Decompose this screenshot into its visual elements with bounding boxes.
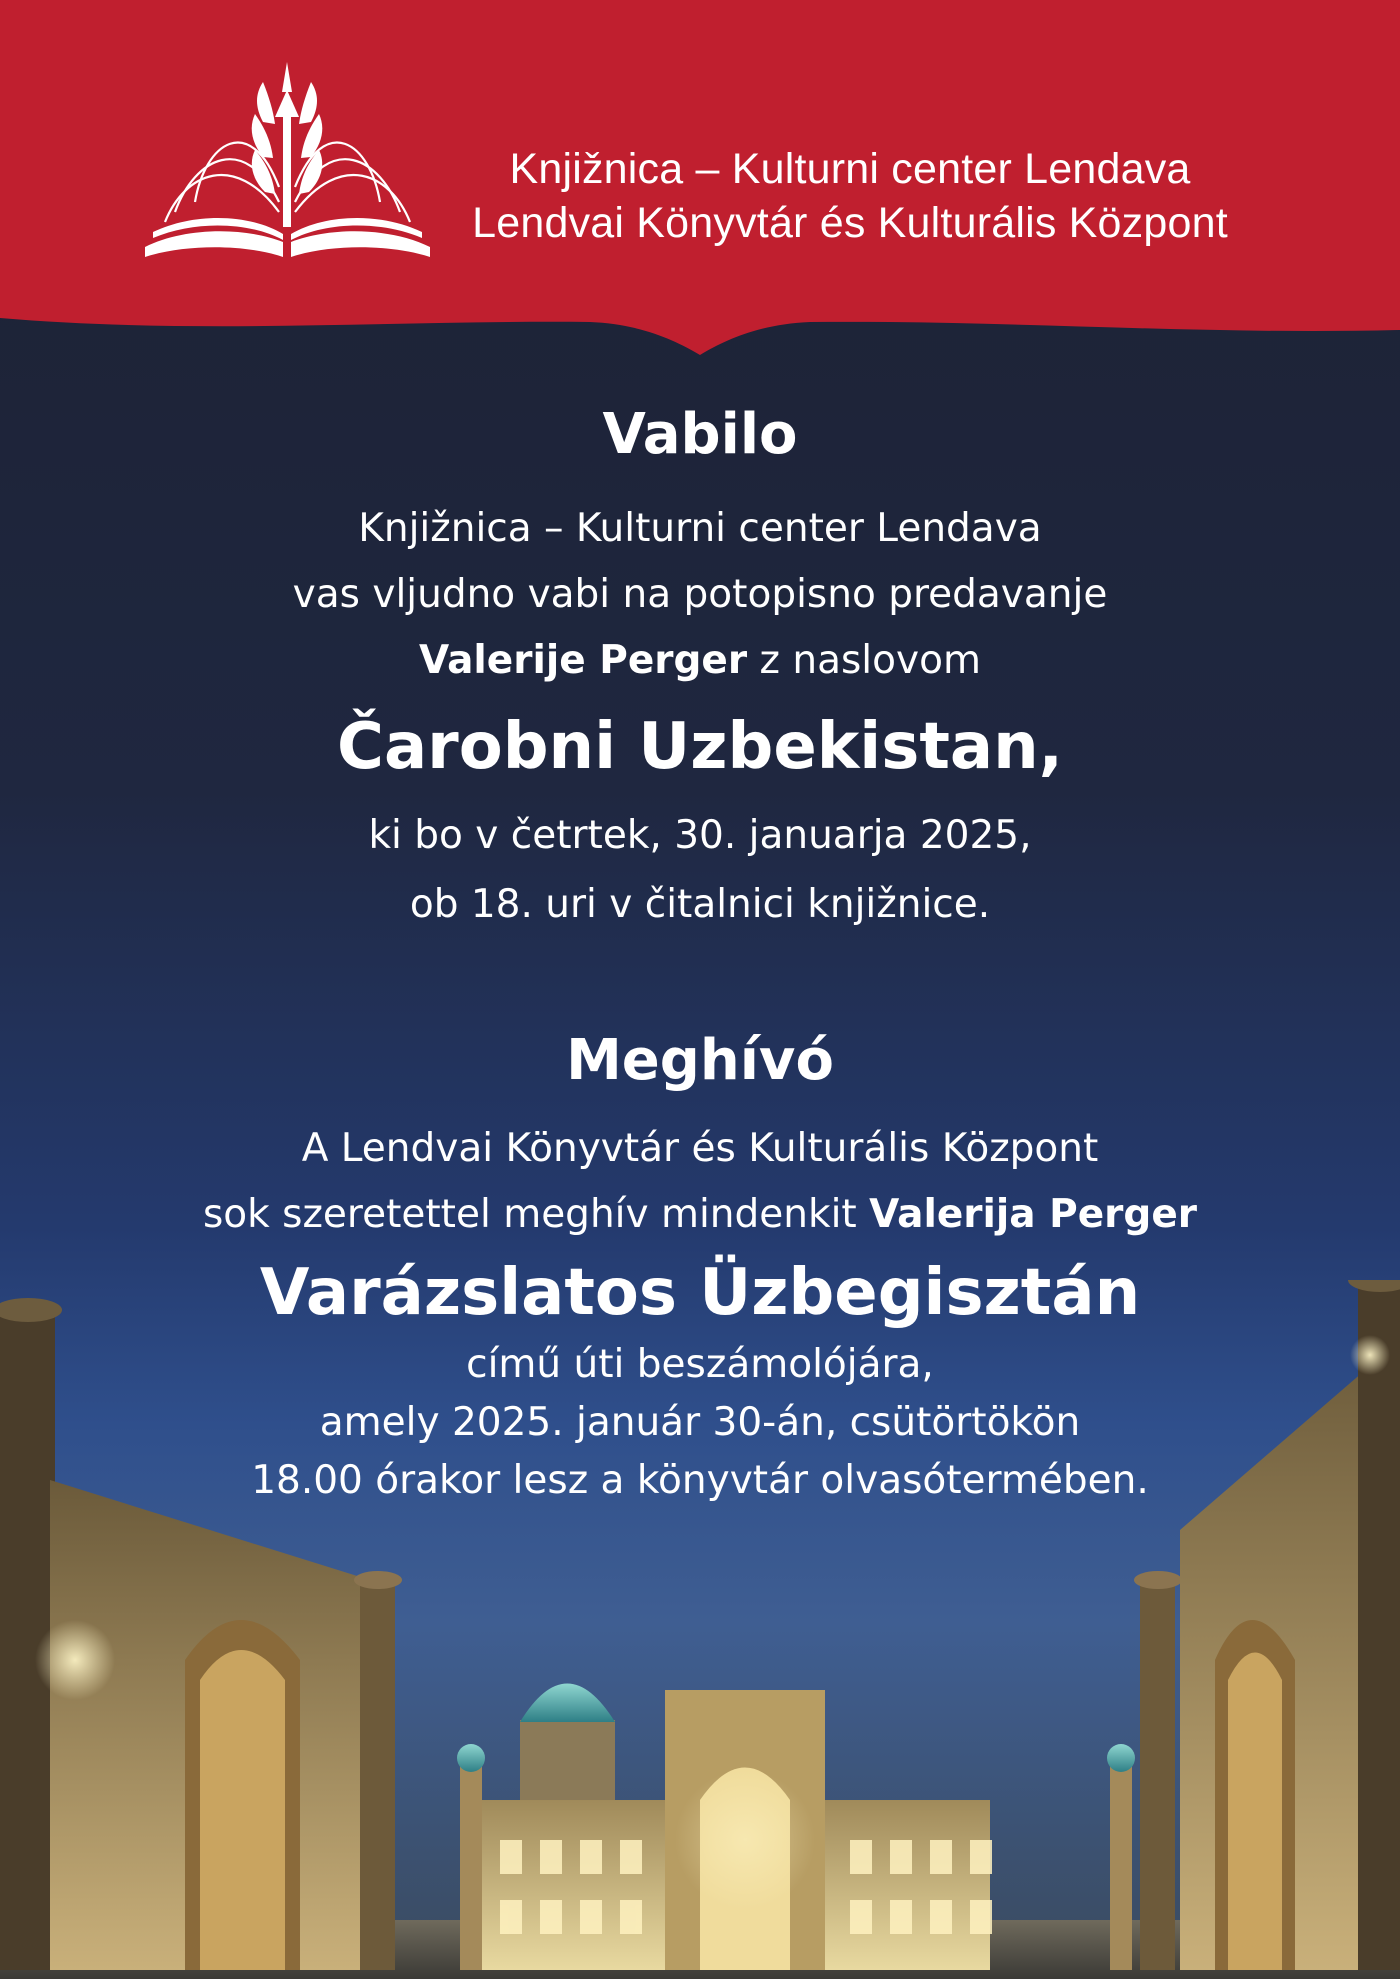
- slovenian-date-line: ki bo v četrtek, 30. januarja 2025,: [368, 813, 1032, 858]
- slovenian-speaker: Valerije Perger: [419, 638, 748, 683]
- header-line-hungarian: Lendvai Könyvtár és Kulturális Központ: [472, 199, 1228, 247]
- slovenian-title: Čarobni Uzbekistan,: [337, 710, 1063, 784]
- hungarian-line-2-start: sok szeretettel meghív mindenkit: [202, 1192, 870, 1237]
- slovenian-line-3: [0, 638, 1400, 683]
- vabilo-heading: Vabilo: [602, 402, 798, 467]
- hungarian-date-line: amely 2025. január 30-án, csütörtökön: [319, 1400, 1081, 1445]
- meghivo-heading: Meghívó: [566, 1028, 834, 1093]
- hungarian-speaker: Valerija Perger: [869, 1192, 1198, 1237]
- hungarian-time-line: 18.00 órakor lesz a könyvtár olvasótermében.: [251, 1458, 1149, 1503]
- header-line-slovenian: Knjižnica – Kulturni center Lendava: [509, 145, 1191, 193]
- slovenian-line-3-rest: z naslovom: [747, 638, 981, 683]
- header-title: [440, 142, 1260, 250]
- hungarian-title: Varázslatos Üzbegisztán: [259, 1256, 1141, 1330]
- slovenian-line-2: vas vljudno vabi na potopisno predavanje: [292, 572, 1108, 617]
- hungarian-line-2: [0, 1192, 1400, 1237]
- hungarian-line-3: című úti beszámolójára,: [466, 1342, 934, 1387]
- hungarian-line-1: A Lendvai Könyvtár és Kulturális Központ: [301, 1126, 1099, 1171]
- slovenian-time-line: ob 18. uri v čitalnici knjižnice.: [409, 882, 991, 927]
- open-book-wheat-logo: [145, 62, 430, 257]
- slovenian-line-1: Knjižnica – Kulturni center Lendava: [358, 506, 1042, 551]
